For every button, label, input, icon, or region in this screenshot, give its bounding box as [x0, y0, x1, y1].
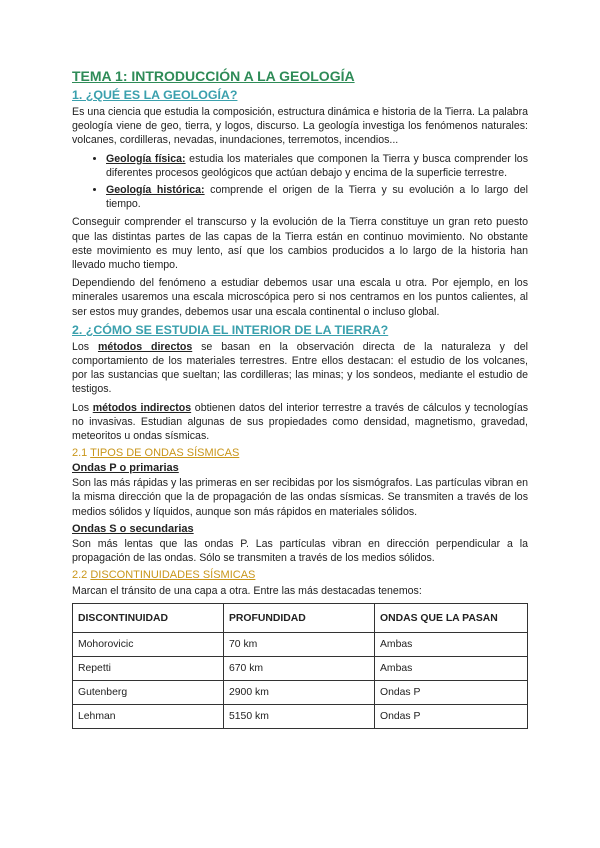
table-cell: Mohorovicic: [73, 633, 224, 657]
table-cell: Ondas P: [375, 705, 528, 729]
table-header-cell: DISCONTINUIDAD: [73, 604, 224, 633]
document-page: [72, 68, 528, 729]
subsection-2-1-heading: [72, 447, 528, 459]
p-waves-paragraph: Son las más rápidas y las primeras en ser recibidas por los sismógrafos. Las partículas vibran en la misma dirección que la de propagación de las ondas sísmicas. Se transmiten a través de los medios sólidos y líquidos, aunque son más rápidos en materiales sólidos.: [72, 477, 528, 518]
indirect-methods-term: métodos indirectos: [92, 401, 192, 414]
table-row: [73, 705, 528, 729]
table-cell: Ondas P: [375, 681, 528, 705]
subsection-2-2-heading: [72, 569, 528, 581]
table-cell: 2900 km: [224, 681, 375, 705]
list-item-text: comprende el origen de la Tierra y su evolución a lo largo del tiempo.: [106, 184, 529, 211]
list-item-term: Geología histórica:: [106, 184, 205, 197]
table-cell: Gutenberg: [73, 681, 224, 705]
subsection-title: DISCONTINUIDADES SÍSMICAS: [90, 569, 256, 582]
table-header-row: [73, 604, 528, 633]
table-row: [73, 657, 528, 681]
subsection-title: TIPOS DE ONDAS SÍSMICAS: [90, 447, 240, 460]
table-header-cell: ONDAS QUE LA PASAN: [375, 604, 528, 633]
text-fragment: se basan en la observación directa de la naturaleza y del comportamiento de los materiales terrestres. Entre ellos destacan: el estudio de los volcanes, por las sustancias que sueltan; las cordilleras; las minas; y los sondeos, mediante el estudio de testigos.: [72, 340, 528, 396]
text-fragment: Los: [72, 340, 98, 353]
text-fragment: obtienen datos del interior terrestre a través de cálculos y tecnologías no invasivas. Estudian algunas de sus propiedades como densidad, magnetismo, gravedad, meteoritos u ondas sísmicas.: [72, 401, 529, 443]
section-1-paragraph-1: Es una ciencia que estudia la composición, estructura dinámica e historia de la Tierra. La palabra geología viene de geo, tierra, y logos, discurso. La geología investiga los fenómenos naturales: volcanes, cordilleras, nevadas, inundaciones, terremotos, incendios...: [72, 106, 528, 147]
discontinuities-intro: Marcan el tránsito de una capa a otra. Entre las más destacadas tenemos:: [72, 585, 422, 598]
table-cell: Lehman: [73, 705, 224, 729]
table-cell: 670 km: [224, 657, 375, 681]
section-1-paragraph-2: Conseguir comprender el transcurso y la evolución de la Tierra constituye un gran reto puesto que las distintas partes de las capas de la Tierra están en continuo movimiento. No obstante este movimiento es muy lento, así que los cambios producidos a lo largo de la historia han llevado mucho tiempo.: [72, 216, 528, 272]
subsection-number: 2.2: [72, 569, 91, 582]
table-cell: 5150 km: [224, 705, 375, 729]
geology-branches-list: [72, 152, 528, 212]
table-cell: Ambas: [375, 657, 528, 681]
discontinuities-table: [72, 603, 528, 729]
list-item: [106, 183, 528, 211]
section-2-heading: 2. ¿CÓMO SE ESTUDIA EL INTERIOR DE LA TIERRA?: [72, 322, 389, 337]
table-header-cell: PROFUNDIDAD: [224, 604, 375, 633]
list-item-term: Geología física:: [106, 152, 186, 165]
section-1-heading: 1. ¿QUÉ ES LA GEOLOGÍA?: [72, 88, 238, 102]
direct-methods-paragraph: [72, 340, 528, 397]
table-row: [73, 681, 528, 705]
list-item-text: estudia los materiales que componen la Tierra y busca comprender los diferentes procesos geológicos que actúan debajo y encima de la superficie terrestre.: [106, 152, 528, 179]
s-waves-paragraph: Son más lentas que las ondas P. Las partículas vibran en dirección perpendicular a la propagación de las ondas. Sólo se transmiten a través de los medios sólidos.: [72, 537, 528, 565]
p-waves-heading: Ondas P o primarias: [72, 462, 179, 475]
table-cell: Repetti: [73, 657, 224, 681]
text-fragment: Los: [72, 401, 93, 414]
indirect-methods-paragraph: [72, 401, 528, 444]
section-1-paragraph-3: Dependiendo del fenómeno a estudiar debemos usar una escala u otra. Por ejemplo, en los minerales usaremos una escala microscópica pero si nos centramos en los puntos calientes, al ser estos muy grandes, debemos usar una escala continental o incluso global.: [72, 277, 528, 318]
direct-methods-term: métodos directos: [97, 340, 193, 353]
table-row: [73, 633, 528, 657]
table-cell: Ambas: [375, 633, 528, 657]
document-title: TEMA 1: INTRODUCCIÓN A LA GEOLOGÍA: [72, 68, 355, 84]
list-item: [106, 152, 528, 180]
subsection-number: 2.1: [72, 447, 91, 460]
s-waves-heading: Ondas S o secundarias: [72, 522, 194, 535]
table-cell: 70 km: [224, 633, 375, 657]
